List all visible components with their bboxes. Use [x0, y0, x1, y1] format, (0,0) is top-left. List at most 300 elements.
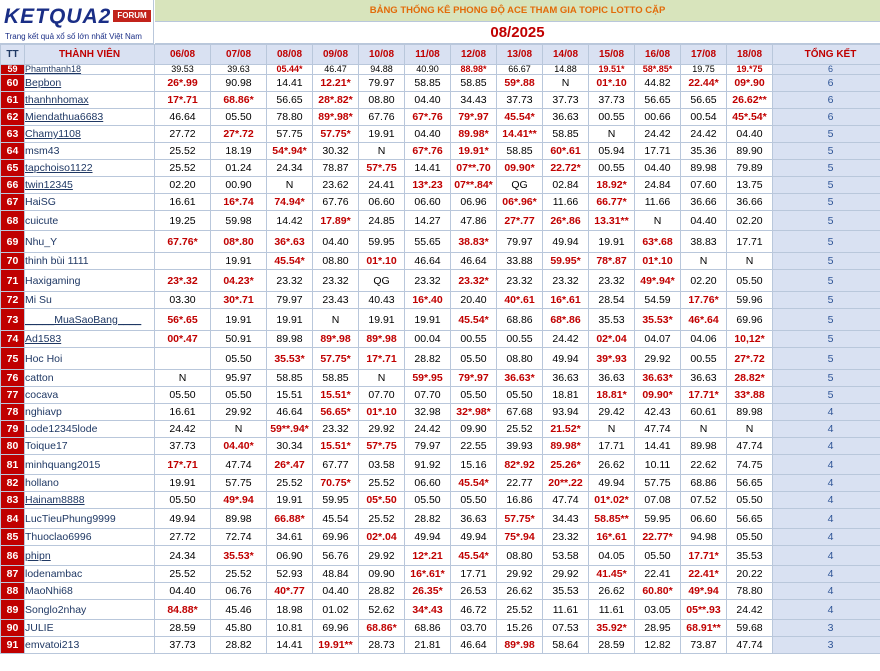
member-cell: [25, 309, 155, 331]
total-cell: 5: [773, 348, 880, 370]
score-cell: 19.91*: [451, 143, 497, 160]
table-row: [1, 109, 880, 126]
score-cell: 22.44*: [681, 75, 727, 92]
score-cell: 36.63: [543, 109, 589, 126]
score-cell: 05.50: [727, 492, 773, 509]
score-cell: 68.86*: [211, 92, 267, 109]
score-cell: 78*.87: [589, 253, 635, 270]
total-cell: 4: [773, 421, 880, 438]
score-cell: 59.68: [727, 620, 773, 637]
score-cell: 28.82: [405, 509, 451, 529]
score-cell: 89.98*: [543, 438, 589, 455]
member-link[interactable]: Chamy1108: [25, 128, 81, 140]
score-cell: 10.11: [635, 455, 681, 475]
score-cell: 07.60: [681, 177, 727, 194]
score-cell: 04.23*: [211, 270, 267, 292]
score-cell: 69.96: [313, 529, 359, 546]
member-cell: [25, 620, 155, 637]
score-cell: 17.76*: [681, 292, 727, 309]
score-cell: 36.63: [589, 370, 635, 387]
score-cell: 00.55: [451, 331, 497, 348]
score-cell: 74.94*: [267, 194, 313, 211]
score-cell: 45.54*: [451, 546, 497, 566]
score-cell: 23.62: [313, 177, 359, 194]
score-cell: 38.83: [681, 231, 727, 253]
score-cell: 47.74: [635, 421, 681, 438]
score-cell: 89*.98: [313, 331, 359, 348]
row-number: 89: [1, 600, 25, 620]
score-cell: 08.80: [497, 546, 543, 566]
score-cell: 19.91: [359, 309, 405, 331]
score-cell: 46.64: [267, 404, 313, 421]
score-cell: 45*.54*: [727, 109, 773, 126]
score-cell: 24.42: [405, 421, 451, 438]
logo-wordmark: KETQUA2: [4, 5, 112, 28]
score-cell: 23.32: [313, 270, 359, 292]
score-cell: 06.90: [267, 546, 313, 566]
table-row: [1, 583, 880, 600]
table-row: [1, 292, 880, 309]
site-logo[interactable]: [0, 0, 154, 44]
score-cell: 66.88*: [267, 509, 313, 529]
member-link[interactable]: tapchoiso1122: [25, 162, 93, 174]
score-cell: 13.31**: [589, 211, 635, 231]
score-cell: 06.60: [681, 509, 727, 529]
member-cell: [25, 387, 155, 404]
score-cell: 25.26*: [543, 455, 589, 475]
score-cell: 67.68: [497, 404, 543, 421]
score-cell: 04.40: [405, 92, 451, 109]
score-cell: 94.88: [359, 65, 405, 75]
score-cell: 30.34: [267, 438, 313, 455]
score-cell: 01*.10: [359, 404, 405, 421]
member-link[interactable]: hollano: [25, 477, 59, 489]
score-cell: 20**.22: [543, 475, 589, 492]
score-cell: 26.62: [589, 455, 635, 475]
score-cell: 57*.75: [359, 160, 405, 177]
member-link[interactable]: Songlo2nhay: [25, 603, 87, 616]
row-number: 88: [1, 583, 25, 600]
score-cell: 46.64: [155, 109, 211, 126]
score-cell: 25.52: [359, 475, 405, 492]
score-cell: 45.54*: [497, 109, 543, 126]
score-cell: N: [543, 75, 589, 92]
score-cell: 79*.97: [451, 370, 497, 387]
logo-tagline: Trang kết quả xổ số lớn nhất Việt Nam: [5, 32, 142, 41]
score-cell: 13*.23: [405, 177, 451, 194]
total-cell: 5: [773, 194, 880, 211]
row-number: 59: [1, 65, 25, 75]
member-cell: [25, 194, 155, 211]
score-cell: 34.61: [267, 529, 313, 546]
score-cell: 05*.50: [359, 492, 405, 509]
score-cell: 56.65: [635, 92, 681, 109]
total-cell: 5: [773, 143, 880, 160]
score-cell: 23*.32: [155, 270, 211, 292]
score-cell: 89.90: [727, 143, 773, 160]
score-cell: 34*.43: [405, 600, 451, 620]
score-cell: 15.26: [497, 620, 543, 637]
member-link[interactable]: cuicute: [25, 214, 59, 227]
score-cell: 27.72: [155, 529, 211, 546]
table-row: [1, 475, 880, 492]
score-cell: 30.32: [313, 143, 359, 160]
score-cell: 23.32: [543, 529, 589, 546]
row-number: 82: [1, 475, 25, 492]
row-number: 71: [1, 270, 25, 292]
score-cell: 17.89*: [313, 211, 359, 231]
score-cell: 04.07: [635, 331, 681, 348]
score-cell: 32*.98*: [451, 404, 497, 421]
score-cell: 14.41: [405, 160, 451, 177]
score-cell: 37.73: [543, 92, 589, 109]
score-cell: 56.65: [681, 92, 727, 109]
score-cell: 01*.10: [635, 253, 681, 270]
row-number: 60: [1, 75, 25, 92]
score-cell: 18.98: [267, 600, 313, 620]
score-cell: 01.02: [313, 600, 359, 620]
score-cell: 49.94: [543, 231, 589, 253]
member-link[interactable]: JULIE: [25, 622, 54, 634]
table-row: [1, 370, 880, 387]
score-cell: 20.40: [451, 292, 497, 309]
score-cell: 50.91: [211, 331, 267, 348]
score-cell: 19.91: [267, 492, 313, 509]
header-date: 16/08: [635, 45, 681, 65]
score-cell: [155, 348, 211, 370]
member-link[interactable]: twin12345: [25, 179, 73, 191]
score-cell: 20.22: [727, 566, 773, 583]
member-link[interactable]: minhquang2015: [25, 458, 101, 471]
score-cell: 05.50: [405, 492, 451, 509]
member-link[interactable]: phipn: [25, 549, 51, 562]
member-link[interactable]: Mi Su: [25, 294, 52, 306]
score-cell: 24.42: [543, 331, 589, 348]
member-link[interactable]: Haxigaming: [25, 274, 81, 287]
member-cell: [25, 348, 155, 370]
member-link[interactable]: thinh bùi 1111: [25, 255, 89, 267]
score-cell: 36.66: [681, 194, 727, 211]
score-cell: 39.93: [497, 438, 543, 455]
member-link[interactable]: thanhnhomax: [25, 94, 89, 106]
score-cell: 26.62: [497, 583, 543, 600]
score-cell: 24.42: [727, 600, 773, 620]
member-cell: [25, 637, 155, 654]
score-cell: 74.75: [727, 455, 773, 475]
total-cell: 4: [773, 566, 880, 583]
score-cell: 22.77*: [635, 529, 681, 546]
score-cell: 58*.85*: [635, 65, 681, 75]
score-cell: 12*.21: [405, 546, 451, 566]
table-row: [1, 331, 880, 348]
score-cell: 49*.94*: [635, 270, 681, 292]
score-cell: 05.50: [497, 387, 543, 404]
score-cell: N: [359, 143, 405, 160]
score-cell: 02.20: [681, 270, 727, 292]
score-cell: 58.85: [405, 75, 451, 92]
total-cell: 5: [773, 253, 880, 270]
score-cell: 60.61: [681, 404, 727, 421]
logo-forum-badge: FORUM: [113, 10, 151, 22]
member-link[interactable]: emvatoi213: [25, 639, 80, 651]
score-cell: 68.86*: [359, 620, 405, 637]
score-cell: 33*.88: [727, 387, 773, 404]
table-row: [1, 194, 880, 211]
header-total: TỔNG KẾT: [773, 45, 880, 65]
score-cell: 45.54*: [451, 475, 497, 492]
score-cell: 68.91**: [681, 620, 727, 637]
score-cell: 58.85: [313, 370, 359, 387]
score-cell: 28.59: [155, 620, 211, 637]
member-link[interactable]: catton: [25, 372, 54, 384]
row-number: 67: [1, 194, 25, 211]
score-cell: 58.85**: [589, 509, 635, 529]
score-cell: 17.71: [635, 143, 681, 160]
score-cell: 09.90: [451, 421, 497, 438]
score-cell: 02*.04: [589, 331, 635, 348]
score-cell: 03.05: [635, 600, 681, 620]
header-date: 10/08: [359, 45, 405, 65]
score-cell: 63*.68: [635, 231, 681, 253]
member-link[interactable]: Toique17: [25, 440, 68, 452]
row-number: 81: [1, 455, 25, 475]
table-row: [1, 438, 880, 455]
score-cell: 08*.80: [211, 231, 267, 253]
total-cell: 5: [773, 126, 880, 143]
score-cell: 18.81*: [589, 387, 635, 404]
score-cell: 89.98: [681, 160, 727, 177]
score-cell: 00.55: [589, 160, 635, 177]
score-cell: 37.73: [589, 92, 635, 109]
member-link[interactable]: cocava: [25, 389, 59, 401]
score-cell: 17.71*: [681, 546, 727, 566]
score-cell: 03.30: [155, 292, 211, 309]
month-row: [155, 22, 880, 44]
score-cell: 14.41: [267, 637, 313, 654]
score-cell: 27*.72: [211, 126, 267, 143]
score-cell: 04.40: [405, 126, 451, 143]
score-cell: 67*.76: [405, 143, 451, 160]
score-cell: 33.88: [497, 253, 543, 270]
score-cell: 16*.61*: [405, 566, 451, 583]
score-cell: 23.32: [313, 421, 359, 438]
total-cell: 4: [773, 455, 880, 475]
score-cell: 39*.93: [589, 348, 635, 370]
member-link[interactable]: msm43: [25, 145, 60, 157]
score-cell: 60.80*: [635, 583, 681, 600]
member-cell: [25, 253, 155, 270]
score-cell: 36.66: [727, 194, 773, 211]
table-row: [1, 160, 880, 177]
score-cell: 47.74: [727, 438, 773, 455]
score-cell: 04.40: [313, 231, 359, 253]
score-cell: 04.40*: [211, 438, 267, 455]
score-cell: 19.91**: [313, 637, 359, 654]
table-row: [1, 126, 880, 143]
score-cell: 05.44*: [267, 65, 313, 75]
score-cell: 89.98: [681, 438, 727, 455]
member-cell: [25, 126, 155, 143]
member-link[interactable]: Phamthanh18: [25, 64, 82, 74]
total-cell: 4: [773, 475, 880, 492]
header-member: THÀNH VIÊN: [25, 45, 155, 65]
score-cell: 05**.93: [681, 600, 727, 620]
score-cell: 78.80: [727, 583, 773, 600]
score-cell: 73.87: [681, 637, 727, 654]
score-cell: 14.27: [405, 211, 451, 231]
score-cell: 00*.47: [155, 331, 211, 348]
score-cell: 26*.86: [543, 211, 589, 231]
score-cell: 03.58: [359, 455, 405, 475]
score-cell: QG: [497, 177, 543, 194]
score-cell: 29.42: [589, 404, 635, 421]
score-cell: 67.76*: [155, 231, 211, 253]
score-cell: 24.41: [359, 177, 405, 194]
score-cell: 34.43: [543, 509, 589, 529]
score-cell: 25.52: [267, 475, 313, 492]
row-number: 87: [1, 566, 25, 583]
member-cell: [25, 370, 155, 387]
row-number: 74: [1, 331, 25, 348]
score-cell: N: [681, 421, 727, 438]
member-link[interactable]: Ad1583: [25, 333, 62, 345]
score-cell: 28.54: [589, 292, 635, 309]
score-cell: 29.92: [211, 404, 267, 421]
score-cell: 35.53: [727, 546, 773, 566]
score-cell: 25.52: [155, 160, 211, 177]
score-cell: 56.65*: [313, 404, 359, 421]
score-cell: 24.85: [359, 211, 405, 231]
score-cell: 25.52: [155, 143, 211, 160]
score-cell: 05.50: [451, 348, 497, 370]
total-cell: 6: [773, 75, 880, 92]
member-link[interactable]: Hainam8888: [25, 494, 85, 506]
score-cell: 42.43: [635, 404, 681, 421]
score-cell: 00.90: [211, 177, 267, 194]
score-cell: 47.86: [451, 211, 497, 231]
score-cell: 94.98: [681, 529, 727, 546]
member-link[interactable]: Hoc Hoi: [25, 352, 63, 365]
header-date: 06/08: [155, 45, 211, 65]
score-cell: 14.41: [267, 75, 313, 92]
score-cell: 40*.77: [267, 583, 313, 600]
score-cell: 89.98: [727, 404, 773, 421]
table-row: [1, 270, 880, 292]
member-link[interactable]: Bepbon: [25, 77, 62, 89]
member-link[interactable]: lodenambac: [25, 568, 83, 580]
score-cell: 25.52: [155, 566, 211, 583]
score-cell: 36.63*: [497, 370, 543, 387]
score-cell: 11.66: [543, 194, 589, 211]
member-link[interactable]: Nhu_Y: [25, 235, 58, 248]
total-cell: 3: [773, 637, 880, 654]
member-link[interactable]: Lode12345lode: [25, 423, 98, 435]
score-cell: 56*.65: [155, 309, 211, 331]
score-cell: 95.97: [211, 370, 267, 387]
score-cell: 55.65: [405, 231, 451, 253]
score-cell: 16.61: [155, 194, 211, 211]
score-cell: 16.61: [155, 404, 211, 421]
score-cell: 58.85: [543, 126, 589, 143]
score-cell: 00.04: [405, 331, 451, 348]
member-cell: [25, 492, 155, 509]
score-cell: 89.98*: [451, 126, 497, 143]
score-cell: 27.72: [155, 126, 211, 143]
member-link[interactable]: Thuoclao6996: [25, 531, 92, 543]
score-cell: 29.92: [497, 566, 543, 583]
score-cell: 16.86: [497, 492, 543, 509]
score-cell: 59**.94*: [267, 421, 313, 438]
score-cell: 56.76: [313, 546, 359, 566]
score-cell: 07**.70: [451, 160, 497, 177]
score-cell: 12.82: [635, 637, 681, 654]
score-cell: 28.95: [635, 620, 681, 637]
score-cell: N: [211, 421, 267, 438]
score-cell: N: [681, 253, 727, 270]
total-cell: 5: [773, 292, 880, 309]
score-cell: 37.73: [155, 438, 211, 455]
table-row: [1, 92, 880, 109]
score-cell: 09.90*: [635, 387, 681, 404]
score-cell: 22.77: [497, 475, 543, 492]
score-cell: 19.25: [155, 211, 211, 231]
score-cell: 37.73: [155, 637, 211, 654]
score-cell: 28.73: [359, 637, 405, 654]
table-row: [1, 309, 880, 331]
row-number: 63: [1, 126, 25, 143]
score-cell: 68.86: [681, 475, 727, 492]
score-cell: 24.42: [681, 126, 727, 143]
score-cell: 04.40: [155, 583, 211, 600]
member-link[interactable]: MaoNhi68: [25, 585, 73, 597]
score-cell: 28.82*: [727, 370, 773, 387]
score-cell: 05.50: [451, 387, 497, 404]
score-cell: 72.74: [211, 529, 267, 546]
score-cell: 07.08: [635, 492, 681, 509]
score-cell: 22.41*: [681, 566, 727, 583]
score-cell: 35.53*: [211, 546, 267, 566]
score-cell: 27*.77: [497, 211, 543, 231]
score-cell: 05.50: [451, 492, 497, 509]
member-link[interactable]: Miendathua6683: [25, 111, 104, 123]
score-cell: 18.81: [543, 387, 589, 404]
score-cell: 17*.71: [155, 92, 211, 109]
member-link[interactable]: HaiSG: [25, 196, 56, 208]
score-cell: 23.32: [589, 270, 635, 292]
header-date: 13/08: [497, 45, 543, 65]
score-cell: 45.54: [313, 509, 359, 529]
score-cell: 79.89: [727, 160, 773, 177]
total-cell: 6: [773, 109, 880, 126]
table-row: [1, 387, 880, 404]
score-cell: 23.43: [313, 292, 359, 309]
member-link[interactable]: _____MuaSaoBang____: [25, 313, 142, 326]
score-cell: 40.90: [405, 65, 451, 75]
score-cell: 46.64: [451, 253, 497, 270]
score-cell: 29.92: [543, 566, 589, 583]
score-cell: 59.96: [727, 292, 773, 309]
score-cell: N: [727, 421, 773, 438]
header-date: 07/08: [211, 45, 267, 65]
score-cell: 01.24: [211, 160, 267, 177]
table-row: [1, 492, 880, 509]
score-cell: 59.95: [359, 231, 405, 253]
table-row: [1, 143, 880, 160]
member-link[interactable]: LucTieuPhung9999: [25, 512, 116, 525]
score-cell: 07**.84*: [451, 177, 497, 194]
member-link[interactable]: nghiavp: [25, 406, 62, 418]
score-cell: 49.94: [543, 348, 589, 370]
